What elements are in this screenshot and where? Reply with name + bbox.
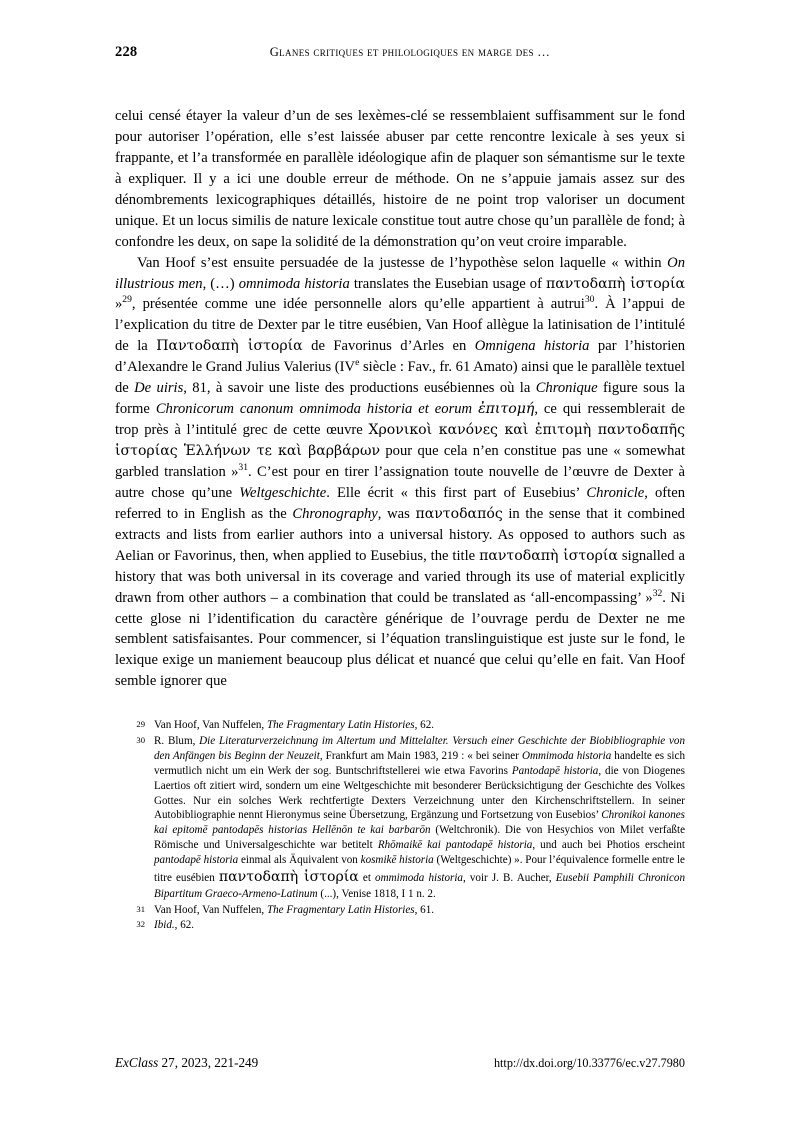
journal-citation: ExClass 27, 2023, 221-249	[115, 1055, 259, 1070]
footnote-marker: 32	[136, 919, 145, 930]
page-number: 228	[115, 44, 138, 60]
paragraph-2: Van Hoof s’est ensuite persuadée de la justesse de l’hypothèse selon laquelle « within On illustrious men, (…) omnimoda historia translates the Eusebian usage of παντοδαπὴ ἱστορία »$^{29}$, présentée comme une idée personnelle alors qu’elle appartient à autrui$^{30}$. À l’appui de l’explication du titre de Dexter par le titre eusébien, Van Hoof allègue la latinisation de l’intitulé de la Παντοδαπὴ ἱστορία de Favorinus d’Arles en Omnigena historia par l’historien d’Alexandre le Grand Julius Valerius (IVe siècle : Fav., fr. 61 Amato) ainsi que le parallèle textuel de De uiris, 81, à savoir une liste des productions eusébiennes où la Chronique figure sous la forme Chronicorum canonum omnimoda historia et eorum ἐπιτομή, ce qui ressemblerait de trop près à l’intitulé grec de cette œuvre Χρονικοὶ κανόνες καὶ ἐπιτομὴ παντοδαπῆς ἱστορίας Ἑλλήνων τε καὶ βαρβάρων pour que cela n’en constitue pas une « somewhat garbled translation »$^{31}$. C’est pour en tirer l’assignation toute nouvelle de l’œuvre de Dexter à autre chose qu’une Weltgeschichte. Elle écrit « this first part of Eusebius’ Chronicle, often referred to in English as the Chronography, was παντοδαπός in the sense that it combined extracts and lists from earlier authors into a universal history. As opposed to authors such as Aelian or Favorinus, then, when applied to Eusebius, the title παντοδαπὴ ἱστορία signalled a history that was both universal in its coverage and varied through its use of material explicitly drawn from other authors – a combination that could be translated as ‘all-encompassing’ »$^{32}$. Ni cette glose ni l’identification du caractère générique de l’ouvrage perdu de Dexter ne me semblent satisfaisantes. Pour commencer, si l’équation translinguistique est juste sur le fond, le lexique exige un maniement beaucoup plus délicat et nuancé que celui qu’elle en fait. Van Hoof semble ignorer que	[115, 254, 686, 690]
body-text	[115, 106, 685, 692]
footnote-item	[115, 918, 685, 933]
footnote-marker: 30	[136, 735, 145, 746]
footnote-item	[115, 734, 685, 901]
paragraph-1: celui censé étayer la valeur d’un de ses lexèmes-clé se ressemblaient suffisamment sur le fond pour autoriser l’opération, elle s’est laissée abuser par cette rencontre lexicale à ses yeux si frappante, et l’a transformée en parallèle idéologique afin de plaquer son sémantisme sur le texte à expliquer. Il y a ici une double erreur de méthode. On ne s’appuie jamais assez sur des dénombrements lexicographiques détaillés, histoire de ne point trop valoriser un document unique. Et un locus similis de nature lexicale constitue tout autre chose qu’un parallèle de fond; à confondre les deux, on sape la solidité de la démonstration qu’on veut croire imparable.	[115, 108, 685, 250]
footnote-marker: 29	[136, 719, 145, 730]
footnote-item	[115, 903, 685, 918]
footnote-text: R. Blum, Die Literaturverzeichnung im Altertum und Mittelalter. Versuch einer Geschichte der Biobibliographie von den Anfängen bis Beginn der Neuzeit, Frankfurt am Main 1983, 219 : « bei seiner Ommimoda historia handelte es sich vermutlich nicht um ein Werk der sog. Buntschriftstellerei wie etwa Favorins Pantodapē historia, die von Diogenes Laertios oft zitiert wird, sondern um eine Weltgeschichte mit besonderer Berücksichtigung der Geschichte des Volkes Gottes. Nur ein solches Werk rechtfertigte Dexters Verzeichnung unter den Kirchenschriftstellern. In seiner Autobibliographie nennt Hieronymus seine Übersetzung, Ergänzung und Fortsetzung von Eusebios’ Chronikoi kanones kai epitomē pantodapēs historias Hellēnōn te kai barbarōn (Weltchronik). Die von Hesychios von Milet verfaßte Römische und Universalgeschichte war betitelt Rhōmaikē kai pantodapē historia, und auch bei Photios erscheint pantodapē historia einmal als Äquivalent von kosmikē historia (Weltgeschichte) ». Pour l’équivalence formelle entre le titre eusébien παντοδαπὴ ἱστορία et ommimoda historia, voir J. B. Aucher, Eusebii Pamphili Chronicon Bipartitum Graeco-Armeno-Latinum (...), Venise 1818, I 1 n. 2.	[154, 735, 686, 900]
footnote-text: Ibid., 62.	[154, 919, 195, 932]
doi-link[interactable]: http://dx.doi.org/10.33776/ec.v27.7980	[493, 1056, 685, 1070]
running-head	[115, 44, 685, 66]
page-footer	[115, 1055, 685, 1071]
footnote-section	[115, 718, 685, 933]
footnote-item	[115, 718, 685, 733]
footnote-text: Van Hoof, Van Nuffelen, The Fragmentary Latin Histories, 61.	[154, 903, 435, 916]
footnote-marker: 31	[136, 903, 145, 914]
footnote-text: Van Hoof, Van Nuffelen, The Fragmentary Latin Histories, 62.	[154, 719, 435, 732]
running-title: Glanes critiques et philologiques en marge des …	[269, 45, 551, 59]
page-content	[115, 44, 685, 934]
